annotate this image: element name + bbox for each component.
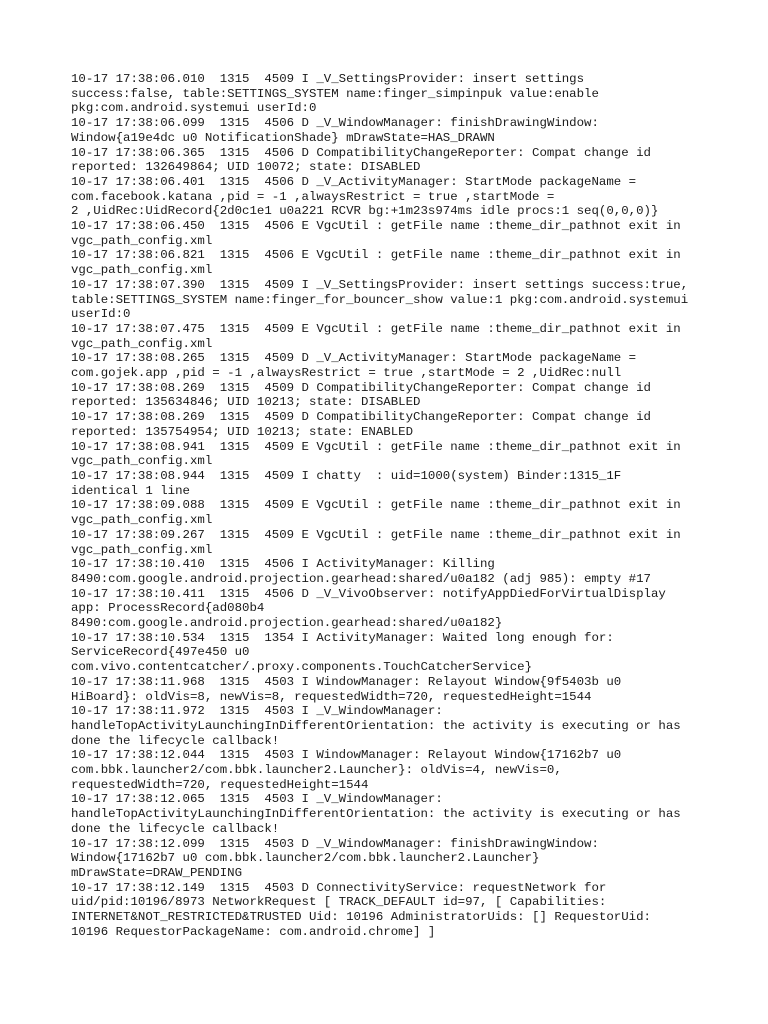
- log-line: vgc_path_config.xml: [71, 336, 213, 351]
- log-line: 10-17 17:38:10.410 1315 4506 I ActivityManager: Killing: [71, 557, 495, 572]
- log-line: pkg:com.android.systemui userId:0: [71, 101, 317, 116]
- log-line: handleTopActivityLaunchingInDifferentOrientation: the activity is executing or has: [71, 807, 681, 822]
- log-line: app: ProcessRecord{ad080b4: [71, 601, 265, 616]
- log-line: vgc_path_config.xml: [71, 233, 213, 248]
- log-line: Window{17162b7 u0 com.bbk.launcher2/com.bbk.launcher2.Launcher}: [71, 851, 540, 866]
- log-line: 10-17 17:38:07.475 1315 4509 E VgcUtil : getFile name :theme_dir_pathnot exit in: [71, 321, 681, 336]
- log-line: identical 1 line: [71, 483, 190, 498]
- log-line: 8490:com.google.android.projection.gearhead:shared/u0a182 (adj 985): empty #17: [71, 571, 651, 586]
- log-line: vgc_path_config.xml: [71, 542, 213, 557]
- log-line: 10-17 17:38:10.534 1315 1354 I ActivityManager: Waited long enough for:: [71, 630, 614, 645]
- log-line: 10196 RequestorPackageName: com.android.chrome] ]: [71, 924, 436, 939]
- log-line: INTERNET&NOT_RESTRICTED&TRUSTED Uid: 10196 AdministratorUids: [] RequestorUid:: [71, 910, 651, 925]
- log-line: 10-17 17:38:09.267 1315 4509 E VgcUtil : getFile name :theme_dir_pathnot exit in: [71, 527, 681, 542]
- log-line: com.vivo.contentcatcher/.proxy.components.TouchCatcherService}: [71, 660, 533, 675]
- log-line: HiBoard}: oldVis=8, newVis=8, requestedWidth=720, requestedHeight=1544: [71, 689, 592, 704]
- log-line: 8490:com.google.android.projection.gearhead:shared/u0a182}: [71, 616, 503, 631]
- log-line: success:false, table:SETTINGS_SYSTEM name:finger_simpinpuk value:enable: [71, 86, 599, 101]
- log-line: 10-17 17:38:07.390 1315 4509 I _V_SettingsProvider: insert settings success:true,: [71, 277, 689, 292]
- log-line: 10-17 17:38:06.401 1315 4506 D _V_ActivityManager: StartMode packageName =: [71, 174, 637, 189]
- log-line: 10-17 17:38:06.450 1315 4506 E VgcUtil : getFile name :theme_dir_pathnot exit in: [71, 219, 681, 234]
- log-line: Window{a19e4dc u0 NotificationShade} mDrawState=HAS_DRAWN: [71, 130, 495, 145]
- log-line: 10-17 17:38:06.365 1315 4506 D CompatibilityChangeReporter: Compat change id: [71, 145, 651, 160]
- log-line: done the lifecycle callback!: [71, 733, 280, 748]
- log-line: com.gojek.app ,pid = -1 ,alwaysRestrict = true ,startMode = 2 ,UidRec:null: [71, 366, 622, 381]
- log-line: userId:0: [71, 307, 131, 322]
- log-line: 10-17 17:38:08.269 1315 4509 D CompatibilityChangeReporter: Compat change id: [71, 380, 651, 395]
- log-line: com.facebook.katana ,pid = -1 ,alwaysRestrict = true ,startMode =: [71, 189, 555, 204]
- log-line: reported: 132649864; UID 10072; state: DISABLED: [71, 160, 421, 175]
- log-line: 10-17 17:38:12.065 1315 4503 I _V_WindowManager:: [71, 792, 443, 807]
- log-line: 10-17 17:38:09.088 1315 4509 E VgcUtil : getFile name :theme_dir_pathnot exit in: [71, 498, 681, 513]
- log-line: reported: 135634846; UID 10213; state: DISABLED: [71, 395, 421, 410]
- log-line: vgc_path_config.xml: [71, 513, 213, 528]
- log-line: 10-17 17:38:06.821 1315 4506 E VgcUtil : getFile name :theme_dir_pathnot exit in: [71, 248, 681, 263]
- log-line: reported: 135754954; UID 10213; state: ENABLED: [71, 424, 414, 439]
- log-line: 10-17 17:38:08.941 1315 4509 E VgcUtil : getFile name :theme_dir_pathnot exit in: [71, 439, 681, 454]
- log-line: uid/pid:10196/8973 NetworkRequest [ TRACK_DEFAULT id=97, [ Capabilities:: [71, 895, 607, 910]
- log-line: mDrawState=DRAW_PENDING: [71, 865, 243, 880]
- log-line: 10-17 17:38:12.044 1315 4503 I WindowManager: Relayout Window{17162b7 u0: [71, 748, 622, 763]
- log-line: handleTopActivityLaunchingInDifferentOrientation: the activity is executing or has: [71, 718, 681, 733]
- log-line: com.bbk.launcher2/com.bbk.launcher2.Launcher}: oldVis=4, newVis=0,: [71, 763, 562, 778]
- log-line: 10-17 17:38:06.099 1315 4506 D _V_WindowManager: finishDrawingWindow:: [71, 116, 599, 131]
- log-line: 2 ,UidRec:UidRecord{2d0c1e1 u0a221 RCVR bg:+1m23s974ms idle procs:1 seq(0,0,0)}: [71, 204, 659, 219]
- log-line: 10-17 17:38:11.972 1315 4503 I _V_WindowManager:: [71, 704, 443, 719]
- log-line: 10-17 17:38:10.411 1315 4506 D _V_VivoObserver: notifyAppDiedForVirtualDisplay: [71, 586, 666, 601]
- log-line: 10-17 17:38:11.968 1315 4503 I WindowManager: Relayout Window{9f5403b u0: [71, 674, 622, 689]
- log-line: 10-17 17:38:08.944 1315 4509 I chatty : uid=1000(system) Binder:1315_1F: [71, 468, 622, 483]
- log-line: vgc_path_config.xml: [71, 454, 213, 469]
- log-line: requestedWidth=720, requestedHeight=1544: [71, 777, 369, 792]
- log-line: done the lifecycle callback!: [71, 821, 280, 836]
- log-line: ServiceRecord{497e450 u0: [71, 645, 250, 660]
- log-line: 10-17 17:38:12.099 1315 4503 D _V_WindowManager: finishDrawingWindow:: [71, 836, 599, 851]
- log-line: table:SETTINGS_SYSTEM name:finger_for_bouncer_show value:1 pkg:com.android.systemui: [71, 292, 689, 307]
- log-line: vgc_path_config.xml: [71, 263, 213, 278]
- log-line: 10-17 17:38:06.010 1315 4509 I _V_SettingsProvider: insert settings: [71, 72, 585, 86]
- log-line: 10-17 17:38:08.269 1315 4509 D CompatibilityChangeReporter: Compat change id: [71, 410, 651, 425]
- log-line: 10-17 17:38:12.149 1315 4503 D ConnectivityService: requestNetwork for: [71, 880, 607, 895]
- log-text-block: [71, 72, 761, 939]
- log-line: 10-17 17:38:08.265 1315 4509 D _V_ActivityManager: StartMode packageName =: [71, 351, 637, 366]
